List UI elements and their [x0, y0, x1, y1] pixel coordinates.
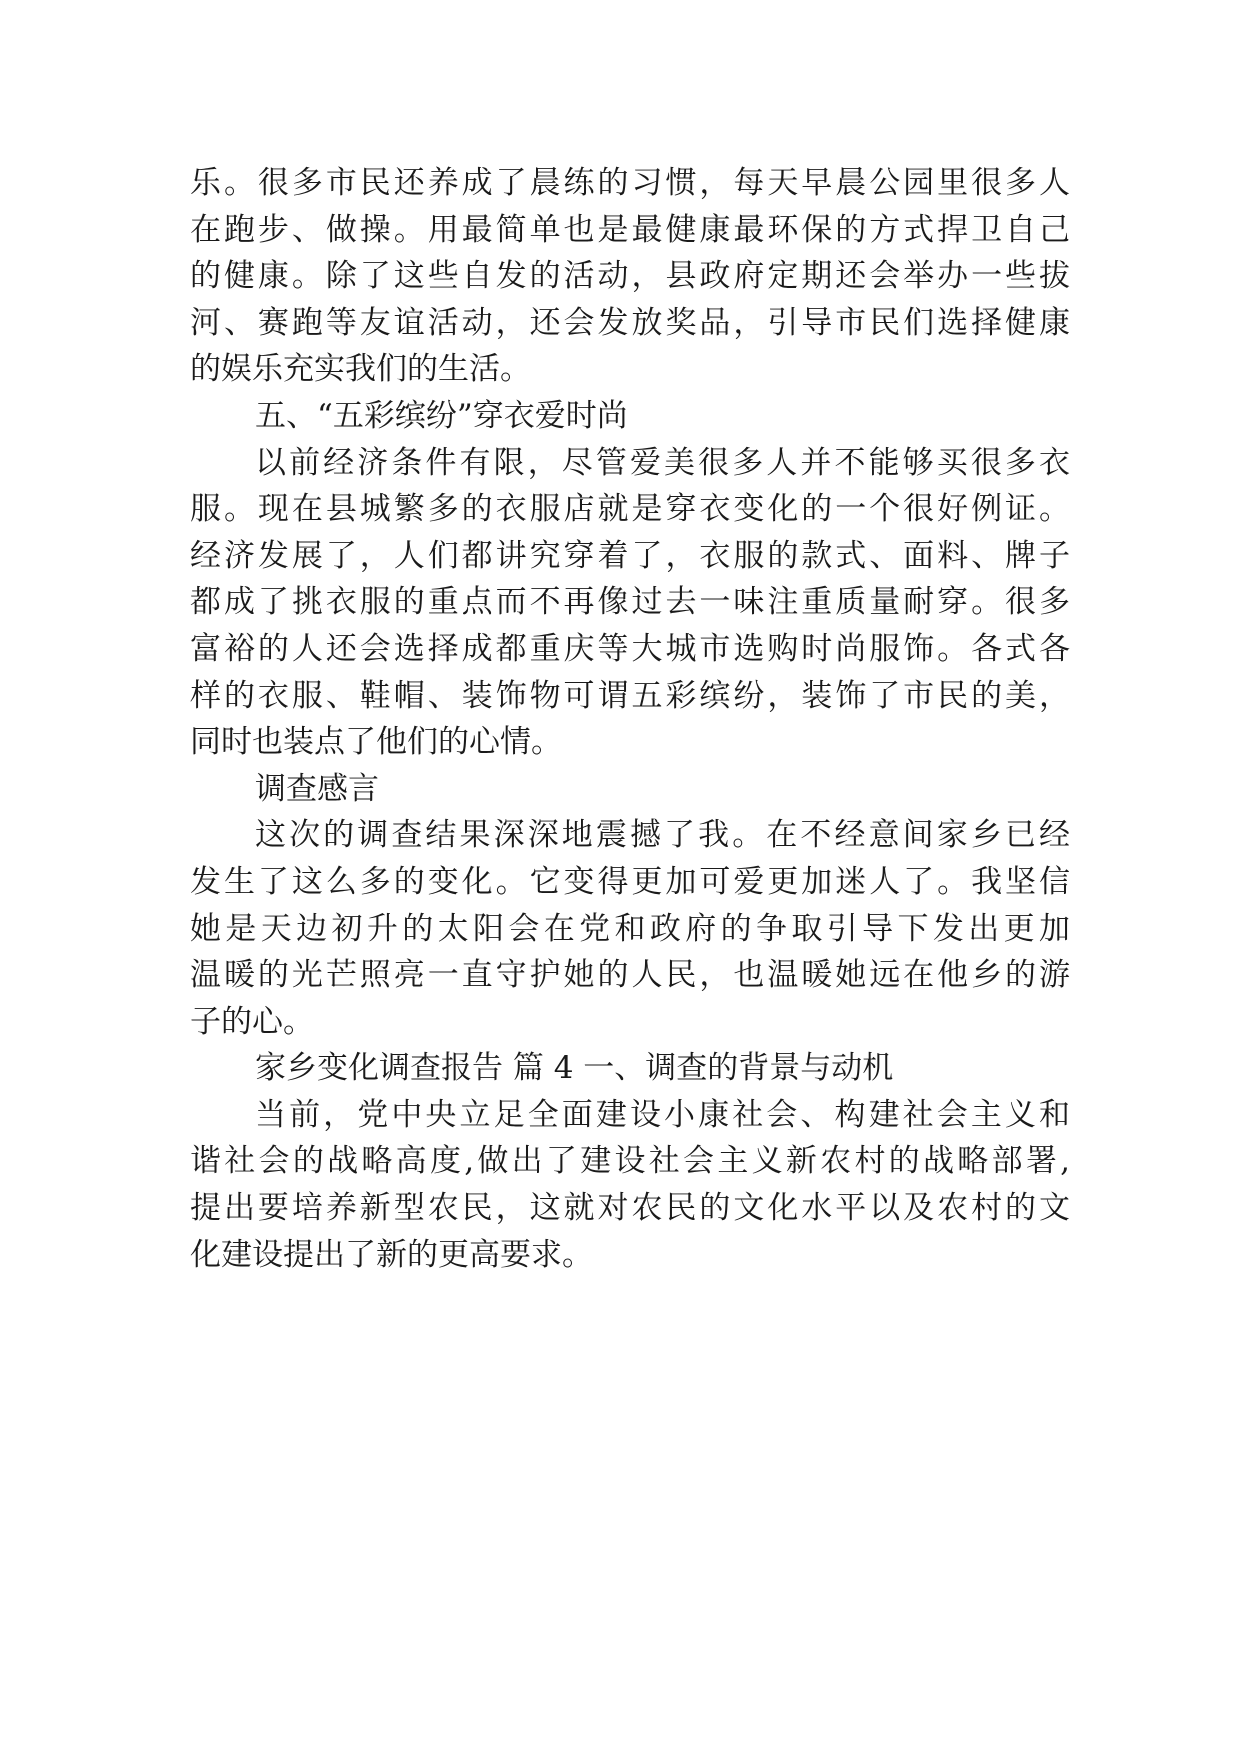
text-line: 温暖的光芒照亮一直守护她的人民，也温暖她远在他乡的游 [190, 957, 1070, 994]
text-line: 乐。很多市民还养成了晨练的习惯，每天早晨公园里很多人 [190, 165, 1070, 201]
text-line: 以前经济条件有限，尽管爱美很多人并不能够买很多衣 [255, 444, 1070, 481]
text-line: 调查感言 [255, 770, 379, 807]
text-line: 经济发展了，人们都讲究穿着了，衣服的款式、面料、牌子 [190, 537, 1070, 574]
text-line: 河、赛跑等友谊活动，还会发放奖品，引导市民们选择健康 [190, 304, 1070, 341]
text-line: 化建设提出了新的更高要求。 [190, 1236, 593, 1273]
text-line: 提出要培养新型农民，这就对农民的文化水平以及农村的文 [190, 1190, 1070, 1227]
text-line: 同时也装点了他们的心情。 [190, 724, 562, 761]
text-line: 谐社会的战略高度,做出了建设社会主义新农村的战略部署, [190, 1143, 1070, 1180]
text-line: 发生了这么多的变化。它变得更加可爱更加迷人了。我坚信 [190, 863, 1070, 900]
document-body [190, 160, 1070, 1278]
text-line: 这次的调查结果深深地震撼了我。在不经意间家乡已经 [255, 817, 1070, 854]
text-line: 子的心。 [190, 1003, 314, 1040]
text-line: 家乡变化调查报告 篇 4 一、调查的背景与动机 [255, 1050, 894, 1087]
text-line: 服。现在县城繁多的衣服店就是穿衣变化的一个很好例证。 [190, 491, 1070, 528]
text-line: 她是天边初升的太阳会在党和政府的争取引导下发出更加 [190, 910, 1070, 947]
text-line: 富裕的人还会选择成都重庆等大城市选购时尚服饰。各式各 [190, 630, 1070, 667]
text-line: 五、“五彩缤纷”穿衣爱时尚 [255, 397, 628, 434]
text-line: 当前，党中央立足全面建设小康社会、构建社会主义和 [255, 1096, 1070, 1133]
text-line: 样的衣服、鞋帽、装饰物可谓五彩缤纷，装饰了市民的美， [190, 677, 1070, 714]
text-line: 都成了挑衣服的重点而不再像过去一味注重质量耐穿。很多 [190, 584, 1070, 621]
text-line: 的娱乐充实我们的生活。 [190, 351, 531, 388]
text-line: 在跑步、做操。用最简单也是最健康最环保的方式捍卫自己 [190, 211, 1070, 248]
text-line: 的健康。除了这些自发的活动，县政府定期还会举办一些拔 [190, 258, 1070, 295]
